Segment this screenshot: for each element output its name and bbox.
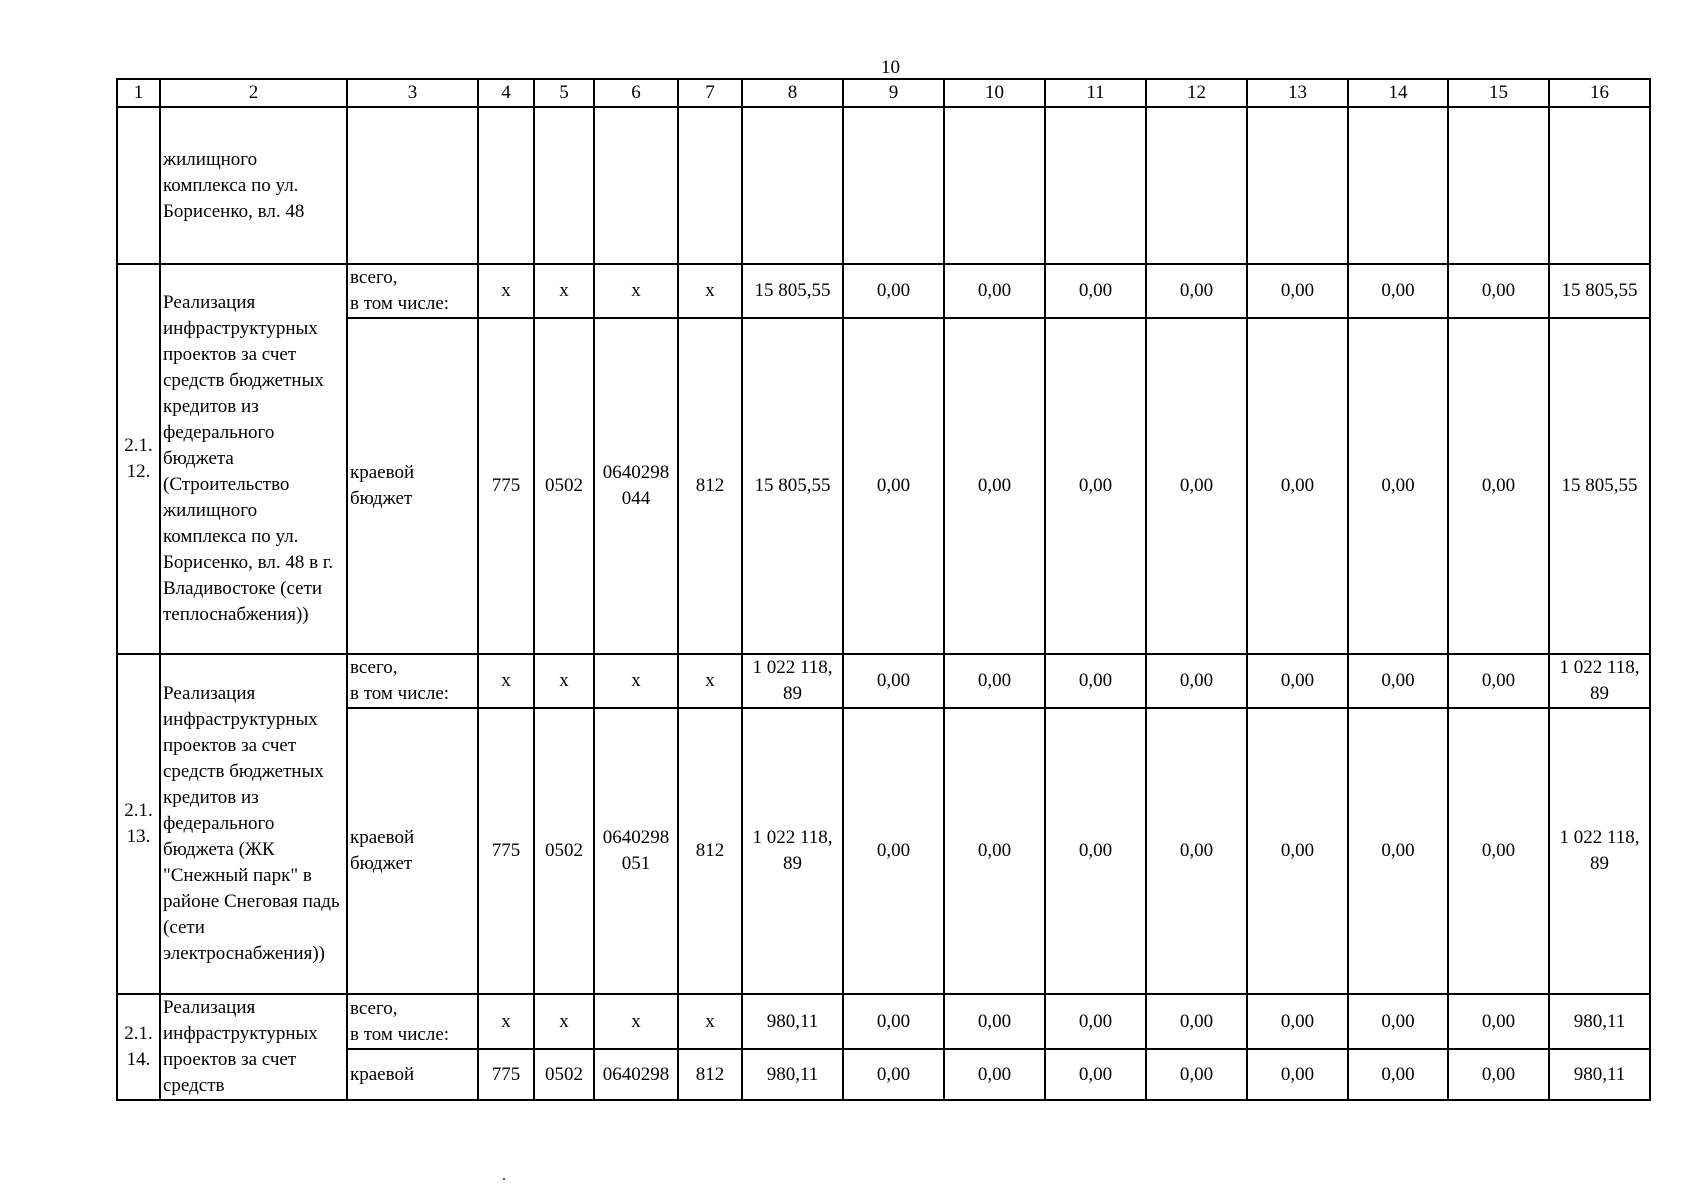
table-cell: 0,00	[1247, 708, 1348, 994]
table-cell: х	[678, 654, 742, 708]
table-cell	[1146, 107, 1247, 264]
table-cell: х	[478, 654, 534, 708]
table-cell: 0,00	[1146, 708, 1247, 994]
table-cell: 0,00	[1348, 994, 1448, 1049]
table-cell	[117, 107, 160, 264]
row-number	[117, 264, 160, 654]
table-cell: 15 805,55	[1549, 264, 1650, 318]
table-cell: 0,00	[1448, 654, 1549, 708]
table-row	[117, 1049, 1650, 1100]
table-cell: 0,00	[1348, 264, 1448, 318]
table-cell: 0,00	[1146, 654, 1247, 708]
table-cell: 980,11	[742, 1049, 843, 1100]
column-header: 15	[1448, 79, 1549, 107]
row-description: Реализация инфраструктурных проектов за счет средств бюджетных кредитов из федерального бюджета (Строительство жилищного комплекса по ул. Борисенко, вл. 48 в г. Владивостоке (сети теплоснабжения))	[160, 264, 347, 654]
table-cell: 0,00	[1146, 318, 1247, 654]
table-cell	[742, 107, 843, 264]
table-cell: 0,00	[843, 318, 944, 654]
table-cell: 0,00	[1146, 1049, 1247, 1100]
table-row	[117, 994, 1650, 1049]
column-header: 8	[742, 79, 843, 107]
funding-source: всего, в том числе:	[347, 654, 478, 708]
table-cell: х	[594, 264, 678, 318]
column-header: 6	[594, 79, 678, 107]
table-cell: 1 022 118, 89	[1549, 654, 1650, 708]
column-header: 16	[1549, 79, 1650, 107]
table-cell: х	[678, 994, 742, 1049]
table-cell: 0,00	[843, 264, 944, 318]
table-cell: 0502	[534, 318, 594, 654]
row-number-line: 2.1. 13.	[124, 800, 153, 847]
page-number: 10	[881, 57, 900, 78]
table-cell: х	[594, 654, 678, 708]
table-cell: х	[678, 264, 742, 318]
table-cell: 0502	[534, 708, 594, 994]
table-cell: 1 022 118, 89	[742, 708, 843, 994]
table-cell: 0,00	[843, 708, 944, 994]
table-cell: 0,00	[843, 654, 944, 708]
funding-source: краевой бюджет	[347, 318, 478, 654]
table-cell	[944, 107, 1045, 264]
table-cell: 0,00	[944, 994, 1045, 1049]
table-row	[117, 264, 1650, 318]
funding-source: всего, в том числе:	[347, 264, 478, 318]
table-cell: 0,00	[944, 264, 1045, 318]
table-cell: х	[594, 994, 678, 1049]
table-cell: 775	[478, 1049, 534, 1100]
table-cell	[1348, 107, 1448, 264]
column-header: 5	[534, 79, 594, 107]
table-cell: 0,00	[1348, 318, 1448, 654]
table-row	[117, 654, 1650, 708]
table-row	[117, 318, 1650, 654]
table-cell: 0,00	[1247, 994, 1348, 1049]
table-cell: 0,00	[1146, 994, 1247, 1049]
column-header: 3	[347, 79, 478, 107]
column-header: 12	[1146, 79, 1247, 107]
column-header: 2	[160, 79, 347, 107]
table-cell: 0,00	[843, 1049, 944, 1100]
table-cell	[843, 107, 944, 264]
table-cell: х	[478, 994, 534, 1049]
funding-source: краевой бюджет	[347, 708, 478, 994]
table-cell: 0,00	[1348, 654, 1448, 708]
table-cell	[1045, 107, 1146, 264]
table-cell: 1 022 118, 89	[1549, 708, 1650, 994]
table-cell: х	[534, 264, 594, 318]
table-cell: 980,11	[1549, 1049, 1650, 1100]
table-cell: 0,00	[1448, 318, 1549, 654]
table-cell: 0,00	[1045, 708, 1146, 994]
table-cell: 0,00	[944, 654, 1045, 708]
table-cell: 0640298	[594, 1049, 678, 1100]
table-cell: 0,00	[1045, 654, 1146, 708]
table-cell: 812	[678, 1049, 742, 1100]
table-cell: 0,00	[1146, 264, 1247, 318]
column-header: 9	[843, 79, 944, 107]
table-cell: 0640298 044	[594, 318, 678, 654]
budget-table	[116, 78, 1651, 1101]
funding-source: краевой	[347, 1049, 478, 1100]
table-cell: 0,00	[1348, 1049, 1448, 1100]
table-cell: 0,00	[1045, 318, 1146, 654]
table-cell: 0,00	[944, 1049, 1045, 1100]
table-cell: 812	[678, 318, 742, 654]
column-header: 4	[478, 79, 534, 107]
row-description: Реализация инфраструктурных проектов за счет средств бюджетных кредитов из федерального бюджета (ЖК "Снежный парк" в районе Снеговая падь (сети электроснабжения))	[160, 654, 347, 994]
row-description: жилищного комплекса по ул. Борисенко, вл. 48	[160, 107, 347, 264]
table-cell	[1549, 107, 1650, 264]
table-cell: 15 805,55	[742, 318, 843, 654]
table-cell: 0,00	[1247, 318, 1348, 654]
table-cell: 0,00	[1448, 1049, 1549, 1100]
table-cell: 980,11	[1549, 994, 1650, 1049]
table-cell: 0,00	[843, 994, 944, 1049]
table-cell: 0,00	[1448, 264, 1549, 318]
funding-source: всего, в том числе:	[347, 994, 478, 1049]
table-cell	[478, 107, 534, 264]
table-cell: 0640298 051	[594, 708, 678, 994]
table-cell	[347, 107, 478, 264]
table-cell: 0,00	[1348, 708, 1448, 994]
table-cell: 0,00	[1448, 994, 1549, 1049]
row-number	[117, 654, 160, 994]
continuation-row	[117, 107, 1650, 264]
table-cell: х	[478, 264, 534, 318]
column-header: 13	[1247, 79, 1348, 107]
table-cell: 775	[478, 318, 534, 654]
table-cell: 0,00	[1448, 708, 1549, 994]
column-header: 11	[1045, 79, 1146, 107]
column-header: 1	[117, 79, 160, 107]
row-number-line: 2.1. 12.	[124, 435, 153, 482]
table-cell: 0,00	[944, 708, 1045, 994]
table-cell: 0,00	[944, 318, 1045, 654]
table-cell	[678, 107, 742, 264]
table-cell: 0,00	[1247, 1049, 1348, 1100]
row-number-line: 2.1. 14.	[124, 1023, 153, 1070]
table-cell: 812	[678, 708, 742, 994]
table-cell: 775	[478, 708, 534, 994]
row-number	[117, 994, 160, 1100]
table-cell	[594, 107, 678, 264]
table-cell	[534, 107, 594, 264]
column-header: 10	[944, 79, 1045, 107]
table-cell: 0,00	[1045, 1049, 1146, 1100]
table-cell: 15 805,55	[742, 264, 843, 318]
table-cell: 0,00	[1247, 264, 1348, 318]
table-cell	[1448, 107, 1549, 264]
table-cell: 1 022 118, 89	[742, 654, 843, 708]
table-row	[117, 708, 1650, 994]
table-cell: 0502	[534, 1049, 594, 1100]
column-header: 7	[678, 79, 742, 107]
table-cell: х	[534, 994, 594, 1049]
column-header: 14	[1348, 79, 1448, 107]
table-cell: 0,00	[1247, 654, 1348, 708]
table-cell: 0,00	[1045, 994, 1146, 1049]
table-cell: 980,11	[742, 994, 843, 1049]
row-description: Реализация инфраструктурных проектов за счет средств	[160, 994, 347, 1100]
table-cell: х	[534, 654, 594, 708]
table-cell: 0,00	[1045, 264, 1146, 318]
scan-speck	[503, 1178, 505, 1180]
column-number-row	[117, 79, 1650, 107]
table-cell: 15 805,55	[1549, 318, 1650, 654]
table-cell	[1247, 107, 1348, 264]
